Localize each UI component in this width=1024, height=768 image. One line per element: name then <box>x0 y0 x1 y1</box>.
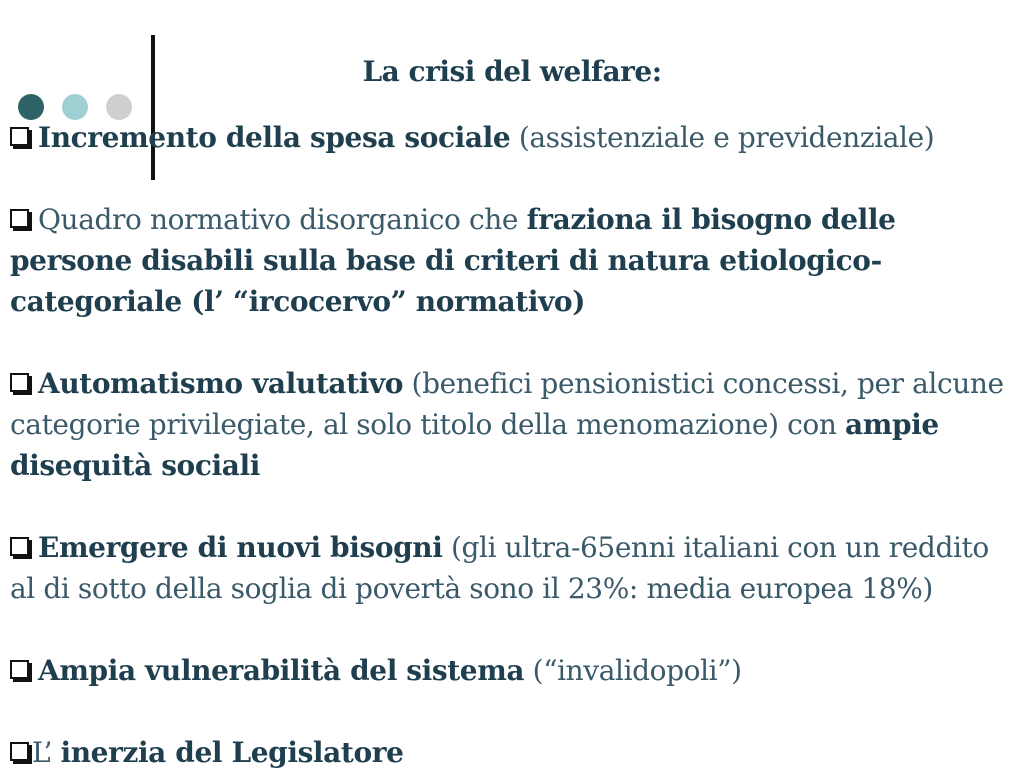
bullet-bold: inerzia del Legislatore <box>60 736 404 768</box>
bullet-item-nuovi-bisogni <box>10 527 1018 609</box>
bullet-text: (gli ultra-65enni italiani con un reddito al di sotto della soglia di povertà sono il 23%: media europea 18%) <box>10 531 989 605</box>
bullet-list <box>10 117 1018 768</box>
checkbox-bullet-icon <box>10 373 29 392</box>
checkbox-bullet-icon <box>10 209 29 228</box>
checkbox-bullet-icon <box>10 127 29 146</box>
bullet-item-vulnerabilita <box>10 650 1018 691</box>
bullet-text: L’ <box>32 736 61 768</box>
checkbox-bullet-icon <box>10 537 29 556</box>
bullet-item-spesa-sociale <box>10 117 1018 158</box>
checkbox-bullet-icon <box>10 660 29 679</box>
bullet-text: (assistenziale e previdenziale) <box>510 121 935 154</box>
bullet-text: (benefici pensionistici concessi, per alcune categorie privilegiate, al solo titolo della menomazione) con <box>10 367 1004 441</box>
bullet-bold: Ampia vulnerabilità del sistema <box>38 654 525 687</box>
bullet-bold-2: ampie disequità sociali <box>10 408 939 482</box>
bullet-text: (“invalidopoli”) <box>524 654 742 687</box>
slide-title: La crisi del welfare: <box>362 55 662 88</box>
bullet-bold: Automatismo valutativo <box>38 367 404 400</box>
bullet-item-quadro-normativo <box>10 199 1018 322</box>
bullet-bold: fraziona il bisogno delle persone disabili sulla base di criteri di natura etiologico-categoriale (l’ “ircocervo” normativo) <box>10 203 896 318</box>
bullet-bold: Incremento della spesa sociale <box>38 121 511 154</box>
bullet-item-inerzia <box>10 732 1018 768</box>
checkbox-bullet-icon <box>10 742 29 761</box>
bullet-text: Quadro normativo disorganico che <box>38 203 527 236</box>
bullet-item-automatismo <box>10 363 1018 486</box>
bullet-bold: Emergere di nuovi bisogni <box>38 531 443 564</box>
